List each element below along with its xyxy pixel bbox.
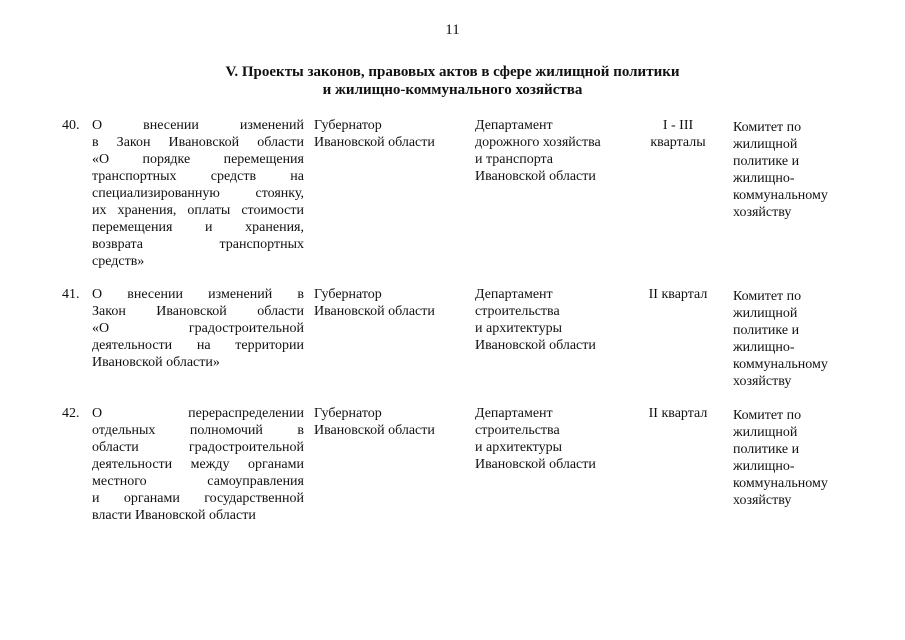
desc-line: отдельных полномочий в (92, 423, 304, 438)
period-line: II квартал (648, 287, 708, 302)
desc-line: местного самоуправления (92, 474, 304, 489)
period-line: II квартал (648, 406, 708, 421)
executor-line: строительства (475, 423, 560, 438)
committee-line: коммунальному (733, 476, 828, 491)
committee-line: жилищной (733, 306, 798, 321)
desc-line: в Закон Ивановской области (92, 135, 304, 150)
committee-line: хозяйству (733, 374, 792, 389)
committee-line: жилищно- (733, 171, 795, 186)
row-number: 41. (62, 287, 80, 302)
section-title-line-2: и жилищно-коммунального хозяйства (322, 82, 583, 98)
section-title-line-1: V. Проекты законов, правовых актов в сфере жилищной политики (225, 64, 680, 80)
desc-line: О перераспределении (92, 406, 304, 421)
desc-line: транспортных средств на (92, 169, 304, 184)
committee-line: политике и (733, 323, 800, 338)
page-number: 11 (445, 22, 460, 38)
period-line: I - III (662, 118, 694, 133)
row-executor (475, 286, 625, 354)
committee-line: политике и (733, 154, 800, 169)
submitter-line: Губернатор (314, 287, 382, 302)
committee-line: коммунальному (733, 357, 828, 372)
desc-line: О внесении изменений в (92, 287, 304, 302)
desc-line: возврата транспортных (92, 237, 304, 252)
desc-line: «О порядке перемещения (92, 152, 304, 167)
executor-line: и архитектуры (475, 440, 562, 455)
row-submitter (314, 286, 464, 320)
executor-line: строительства (475, 304, 560, 319)
desc-line: «О градостроительной (92, 321, 304, 336)
executor-line: дорожного хозяйства (475, 135, 601, 150)
submitter-line: Ивановской области (314, 304, 435, 319)
committee-line: жилищной (733, 137, 798, 152)
row-executor (475, 405, 625, 473)
row-description (92, 405, 304, 524)
desc-line: Закон Ивановской области (92, 304, 304, 319)
desc-line: О внесении изменений (92, 118, 304, 133)
executor-line: Департамент (475, 406, 553, 421)
committee-line: жилищно- (733, 459, 795, 474)
committee-line: Комитет по (733, 408, 802, 423)
committee-line: Комитет по (733, 289, 802, 304)
committee-line: хозяйству (733, 205, 792, 220)
row-description (92, 117, 304, 270)
row-period (636, 117, 720, 151)
executor-line: и архитектуры (475, 321, 562, 336)
row-submitter (314, 117, 464, 151)
desc-line: их хранения, оплаты стоимости (92, 203, 304, 218)
row-period (636, 286, 720, 303)
row-committee (733, 119, 853, 221)
submitter-line: Губернатор (314, 406, 382, 421)
section-title (0, 63, 905, 99)
desc-line: деятельности на территории (92, 338, 304, 353)
committee-line: Комитет по (733, 120, 802, 135)
committee-line: жилищно- (733, 340, 795, 355)
row-description (92, 286, 304, 371)
executor-line: Департамент (475, 118, 553, 133)
row-number: 42. (62, 406, 80, 421)
desc-line: области градостроительной (92, 440, 304, 455)
executor-line: Ивановской области (475, 338, 596, 353)
row-executor (475, 117, 625, 185)
row-number: 40. (62, 118, 80, 133)
executor-line: и транспорта (475, 152, 554, 167)
committee-line: политике и (733, 442, 800, 457)
submitter-line: Губернатор (314, 118, 382, 133)
desc-line: перемещения и хранения, (92, 220, 304, 235)
committee-line: жилищной (733, 425, 798, 440)
row-submitter (314, 405, 464, 439)
committee-line: коммунальному (733, 188, 828, 203)
submitter-line: Ивановской области (314, 135, 435, 150)
executor-line: Департамент (475, 287, 553, 302)
row-committee (733, 288, 853, 390)
submitter-line: Ивановской области (314, 423, 435, 438)
period-line: кварталы (650, 135, 706, 150)
desc-line: деятельности между органами (92, 457, 304, 472)
executor-line: Ивановской области (475, 457, 596, 472)
row-period (636, 405, 720, 422)
desc-line: и органами государственной (92, 491, 304, 506)
row-committee (733, 407, 853, 509)
desc-line: специализированную стоянку, (92, 186, 304, 201)
desc-line: Ивановской области» (92, 355, 220, 370)
committee-line: хозяйству (733, 493, 792, 508)
desc-line: средств» (92, 254, 145, 269)
executor-line: Ивановской области (475, 169, 596, 184)
desc-line: власти Ивановской области (92, 508, 256, 523)
